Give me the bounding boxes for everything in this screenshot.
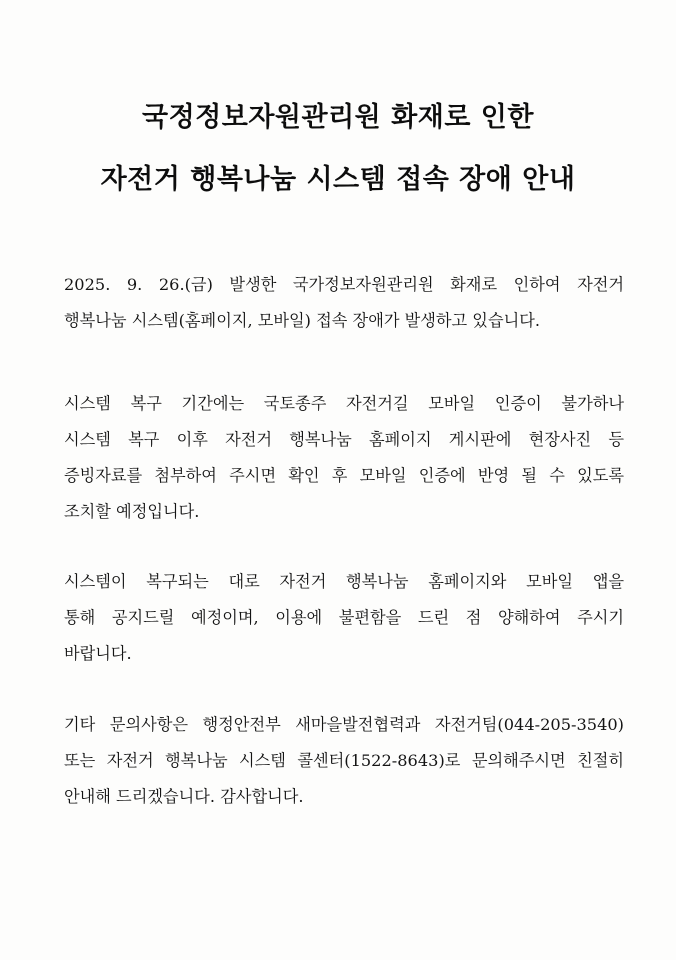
paragraph-line: 통해 공지드릴 예정이며, 이용에 불편함을 드린 점 양해하여 주시기 — [64, 608, 624, 627]
paragraph-certification-info — [64, 386, 624, 530]
paragraph-line: 시스템이 복구되는 대로 자전거 행복나눔 홈페이지와 모바일 앱을 — [64, 572, 624, 591]
paragraph-line: 증빙자료를 첨부하여 주시면 확인 후 모바일 인증에 반영 될 수 있도록 — [64, 466, 624, 485]
document-title-line-1: 국정정보자원관리원 화재로 인한 — [142, 102, 534, 133]
paragraph-line: 시스템 복구 기간에는 국토종주 자전거길 모바일 인증이 불가하나 — [64, 394, 624, 413]
document-title-line-2: 자전거 행복나눔 시스템 접속 장애 안내 — [100, 164, 576, 195]
paragraph-line: 기타 문의사항은 행정안전부 새마을발전협력과 자전거팀(044-205-3540) — [64, 715, 624, 734]
paragraph-line: 또는 자전거 행복나눔 시스템 콜센터(1522-8643)로 문의해주시면 친절히 — [64, 751, 624, 770]
paragraph-contact-info — [64, 707, 624, 815]
paragraph-line: 행복나눔 시스템(홈페이지, 모바일) 접속 장애가 발생하고 있습니다. — [64, 311, 540, 330]
paragraph-line: 안내해 드리겠습니다. 감사합니다. — [64, 787, 304, 806]
paragraph-recovery-announcement — [64, 564, 624, 672]
paragraph-line: 시스템 복구 이후 자전거 행복나눔 홈페이지 게시판에 현장사진 등 — [64, 430, 624, 449]
paragraph-line: 바랍니다. — [64, 644, 132, 663]
paragraph-line: 2025. 9. 26.(금) 발생한 국가정보자원관리원 화재로 인하여 자전거 — [64, 275, 624, 294]
paragraph-line: 조치할 예정입니다. — [64, 502, 200, 521]
paragraph-outage-notice — [64, 267, 624, 339]
